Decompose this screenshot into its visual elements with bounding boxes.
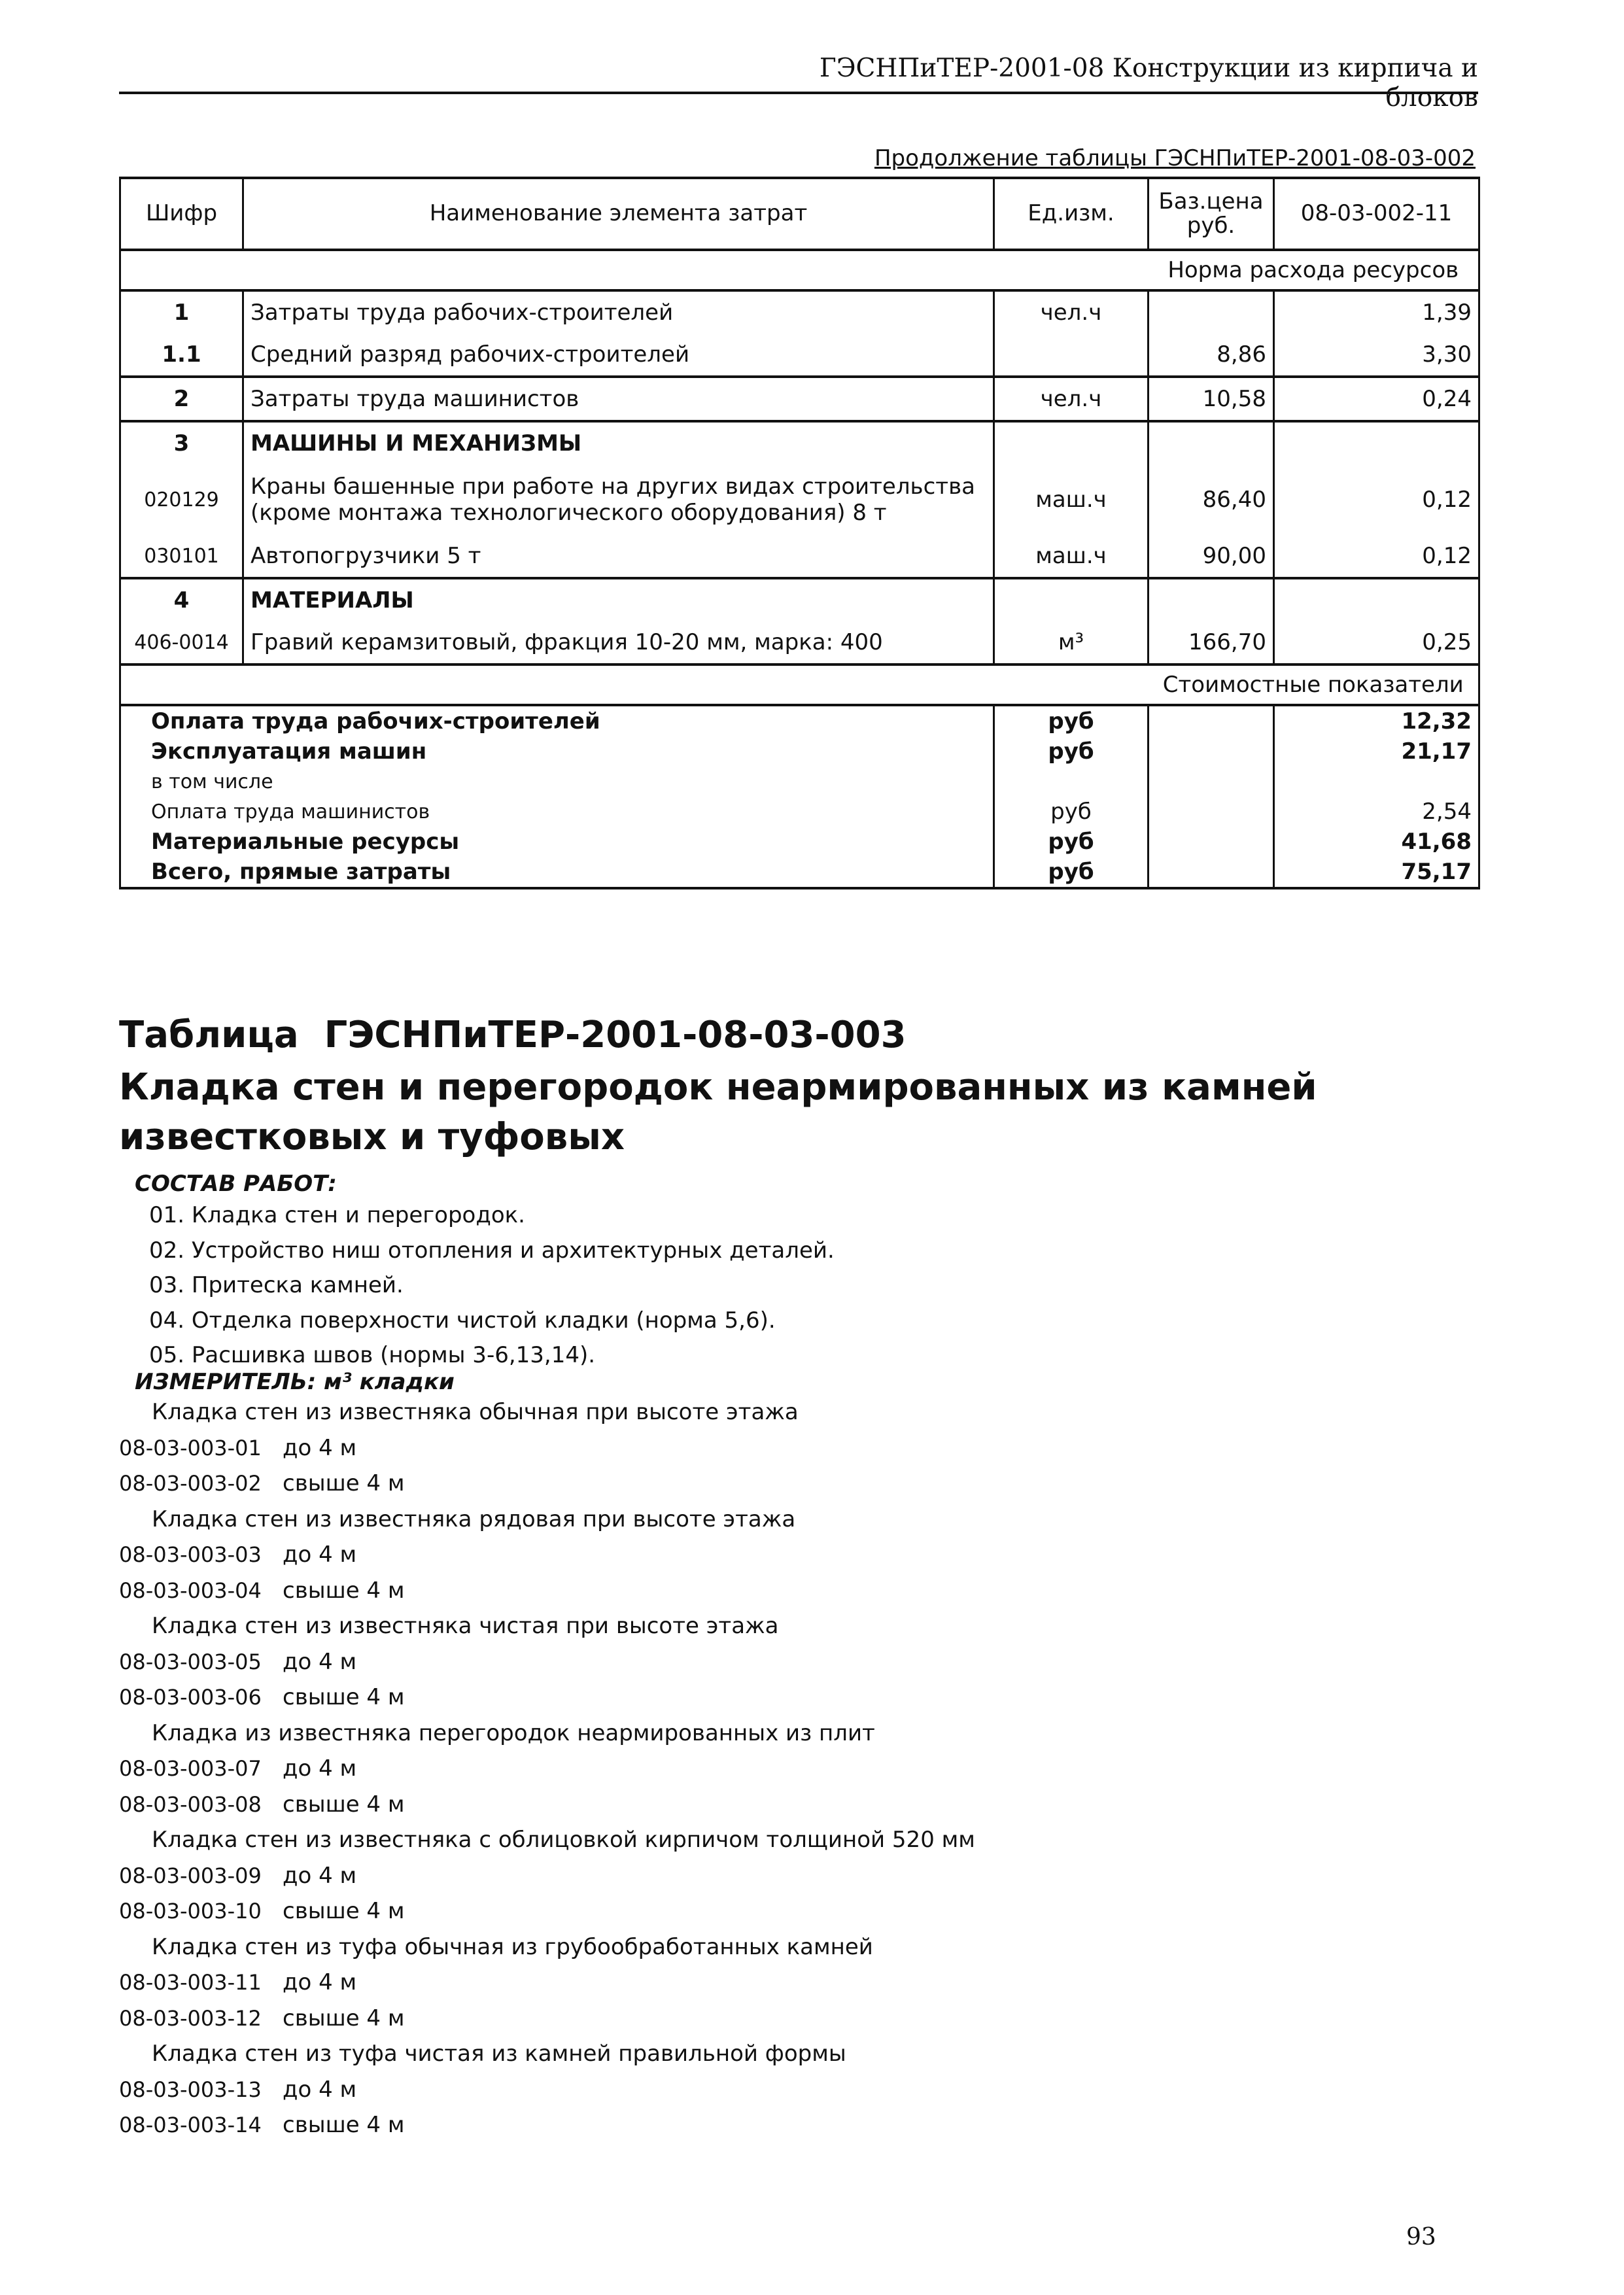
resource-value: 3,30 — [1274, 334, 1479, 377]
resource-name: Средний разряд рабочих-строителей — [243, 334, 994, 377]
section-title-prefix: Таблица — [119, 1014, 299, 1056]
resource-value — [1274, 578, 1479, 621]
summary-label: Эксплуатация машин — [120, 736, 994, 767]
summary-row — [120, 827, 1479, 857]
section-title-code: ГЭСНПиТЕР-2001-08-03-003 — [324, 1014, 907, 1056]
resource-row — [120, 421, 1479, 464]
resource-unit — [994, 421, 1149, 464]
summary-unit: руб — [994, 797, 1149, 827]
summary-row — [120, 705, 1479, 736]
norm-item — [119, 1965, 975, 2001]
summary-row — [120, 797, 1479, 827]
norm-text: свыше 4 м — [283, 1577, 405, 1604]
works-list — [149, 1198, 835, 1373]
norm-item — [119, 1644, 975, 1680]
resource-name: Гравий керамзитовый, фракция 10-20 мм, марка: 400 — [243, 621, 994, 664]
resource-code: 020129 — [120, 464, 243, 535]
col-header-price: Баз.цена руб. — [1149, 178, 1274, 250]
norm-group-title: Кладка стен из известняка рядовая при высоте этажа — [152, 1506, 796, 1532]
work-item: 04. Отделка поверхности чистой кладки (норма 5,6). — [149, 1307, 776, 1334]
resource-price — [1149, 578, 1274, 621]
resource-code: 1.1 — [120, 334, 243, 377]
norm-text: свыше 4 м — [283, 2005, 405, 2031]
resource-value: 0,12 — [1274, 464, 1479, 535]
resource-code: 1 — [120, 290, 243, 334]
summary-unit: руб — [994, 827, 1149, 857]
resource-code: 3 — [120, 421, 243, 464]
resource-value: 0,25 — [1274, 621, 1479, 664]
norms-list — [119, 1394, 975, 2143]
resource-code: 2 — [120, 377, 243, 421]
norm-item — [119, 1573, 975, 1609]
resource-name: МАШИНЫ И МЕХАНИЗМЫ — [243, 421, 994, 464]
summary-label: Оплата труда рабочих-строителей — [120, 705, 994, 736]
page-header: ГЭСНПиТЕР-2001-08 Конструкции из кирпича и блоков — [819, 54, 1478, 112]
summary-row — [120, 857, 1479, 888]
norm-item — [119, 1680, 975, 1716]
resource-row — [120, 334, 1479, 377]
resource-price: 166,70 — [1149, 621, 1274, 664]
summary-unit: руб — [994, 736, 1149, 767]
norm-item — [119, 1751, 975, 1787]
resources-table — [119, 177, 1480, 889]
page-number: 93 — [1406, 2224, 1436, 2251]
work-item: 02. Устройство ниш отопления и архитектурных деталей. — [149, 1237, 835, 1264]
summary-unit: руб — [994, 857, 1149, 888]
summary-value: 2,54 — [1274, 797, 1479, 827]
resource-name: Краны башенные при работе на других видах строительства (кроме монтажа технологического оборудования) 8 т — [243, 464, 994, 535]
norm-item — [119, 1893, 975, 1929]
resource-value: 0,24 — [1274, 377, 1479, 421]
summary-value: 12,32 — [1274, 705, 1479, 736]
resource-name: Затраты труда рабочих-строителей — [243, 290, 994, 334]
cost-caption-row — [120, 664, 1479, 705]
work-item: 01. Кладка стен и перегородок. — [149, 1202, 525, 1228]
resource-price: 90,00 — [1149, 535, 1274, 578]
col-header-unit: Ед.изм. — [994, 178, 1149, 250]
norm-code: 08-03-003-04 — [119, 1578, 262, 1603]
norm-code: 08-03-003-11 — [119, 1970, 262, 1995]
resource-row — [120, 621, 1479, 664]
resource-unit: маш.ч — [994, 535, 1149, 578]
summary-value — [1274, 767, 1479, 797]
resource-value: 1,39 — [1274, 290, 1479, 334]
meter-label: ИЗМЕРИТЕЛЬ: м³ кладки — [135, 1369, 455, 1395]
summary-label: Материальные ресурсы — [120, 827, 994, 857]
norm-caption-row — [120, 250, 1479, 290]
table-header-row — [120, 178, 1479, 250]
summary-label: Оплата труда машинистов — [120, 797, 994, 827]
resources-table-body — [120, 250, 1479, 888]
norm-text: свыше 4 м — [283, 1684, 405, 1710]
norm-text: до 4 м — [283, 2076, 357, 2103]
resource-name: МАТЕРИАЛЫ — [243, 578, 994, 621]
resource-row — [120, 578, 1479, 621]
resource-unit: м³ — [994, 621, 1149, 664]
norm-code: 08-03-003-08 — [119, 1791, 262, 1817]
col-header-code: Шифр — [120, 178, 243, 250]
cost-caption: Стоимостные показатели — [1149, 664, 1479, 705]
header-rule — [119, 92, 1478, 94]
resource-price: 8,86 — [1149, 334, 1274, 377]
table-continuation-caption — [874, 145, 1476, 171]
norm-text: до 4 м — [283, 1542, 357, 1568]
resource-unit: маш.ч — [994, 464, 1149, 535]
resource-code: 030101 — [120, 535, 243, 578]
norm-group-title: Кладка стен из известняка обычная при высоте этажа — [152, 1399, 799, 1425]
works-heading: СОСТАВ РАБОТ: — [135, 1171, 337, 1197]
norm-item — [119, 2072, 975, 2108]
norm-group-title: Кладка стен из известняка чистая при высоте этажа — [152, 1613, 779, 1639]
norm-item — [119, 2001, 975, 2037]
resource-price: 86,40 — [1149, 464, 1274, 535]
summary-label: в том числе — [120, 767, 994, 797]
summary-row — [120, 736, 1479, 767]
norm-code: 08-03-003-02 — [119, 1471, 262, 1496]
work-item: 05. Расшивка швов (нормы 3-6,13,14). — [149, 1342, 596, 1368]
resource-code: 4 — [120, 578, 243, 621]
norm-text: свыше 4 м — [283, 1791, 405, 1818]
resource-value — [1274, 421, 1479, 464]
summary-value: 41,68 — [1274, 827, 1479, 857]
norm-text: свыше 4 м — [283, 2112, 405, 2138]
summary-unit — [994, 767, 1149, 797]
norm-group-title: Кладка стен из туфа чистая из камней правильной формы — [152, 2041, 846, 2067]
norm-code: 08-03-003-13 — [119, 2077, 262, 2102]
resource-row — [120, 535, 1479, 578]
norm-text: до 4 м — [283, 1434, 357, 1461]
norm-text: до 4 м — [283, 1648, 357, 1675]
resource-unit — [994, 334, 1149, 377]
norm-code: 08-03-003-12 — [119, 2005, 262, 2031]
summary-unit: руб — [994, 705, 1149, 736]
section-subtitle: Кладка стен и перегородок неармированных из камней известковых и туфовых — [119, 1066, 1317, 1158]
resource-price — [1149, 290, 1274, 334]
summary-value: 75,17 — [1274, 857, 1479, 888]
norm-group-title: Кладка стен из туфа обычная из грубообработанных камней — [152, 1933, 873, 1960]
col-header-name: Наименование элемента затрат — [243, 178, 994, 250]
col-header-norm: 08-03-002-11 — [1274, 178, 1479, 250]
norm-item — [119, 1858, 975, 1894]
resource-unit — [994, 578, 1149, 621]
resource-code: 406-0014 — [120, 621, 243, 664]
norm-text: свыше 4 м — [283, 1470, 405, 1496]
resource-row — [120, 377, 1479, 421]
summary-label: Всего, прямые затраты — [120, 857, 994, 888]
norm-caption: Норма расхода ресурсов — [1149, 250, 1479, 290]
resource-unit: чел.ч — [994, 377, 1149, 421]
norm-text: до 4 м — [283, 1969, 357, 1995]
section-title — [119, 1014, 1493, 1056]
resource-unit: чел.ч — [994, 290, 1149, 334]
norm-item — [119, 1787, 975, 1823]
norm-code: 08-03-003-14 — [119, 2113, 262, 2137]
resource-price: 10,58 — [1149, 377, 1274, 421]
resource-value: 0,12 — [1274, 535, 1479, 578]
norm-code: 08-03-003-09 — [119, 1863, 262, 1888]
norm-item — [119, 2107, 975, 2143]
norm-code: 08-03-003-07 — [119, 1756, 262, 1781]
norm-item — [119, 1537, 975, 1573]
norm-text: до 4 м — [283, 1862, 357, 1889]
norm-group-title: Кладка стен из известняка с облицовкой кирпичом толщиной 520 мм — [152, 1827, 975, 1853]
norm-item — [119, 1466, 975, 1502]
resource-name: Затраты труда машинистов — [243, 377, 994, 421]
norm-code: 08-03-003-01 — [119, 1435, 262, 1460]
norm-group-title: Кладка из известняка перегородок неармированных из плит — [152, 1719, 875, 1746]
norm-text: свыше 4 м — [283, 1898, 405, 1924]
resource-row — [120, 290, 1479, 334]
resource-price — [1149, 421, 1274, 464]
work-item: 03. Притеска камней. — [149, 1272, 404, 1298]
norm-code: 08-03-003-05 — [119, 1649, 262, 1674]
norm-code: 08-03-003-03 — [119, 1542, 262, 1567]
norm-code: 08-03-003-10 — [119, 1899, 262, 1924]
summary-value: 21,17 — [1274, 736, 1479, 767]
resource-row — [120, 464, 1479, 535]
summary-row — [120, 767, 1479, 797]
norm-text: до 4 м — [283, 1755, 357, 1782]
continuation-text: Продолжение таблицы ГЭСНПиТЕР-2001-08-03-002 — [874, 145, 1476, 171]
norm-code: 08-03-003-06 — [119, 1685, 262, 1710]
norm-item — [119, 1430, 975, 1466]
resource-name: Автопогрузчики 5 т — [243, 535, 994, 578]
